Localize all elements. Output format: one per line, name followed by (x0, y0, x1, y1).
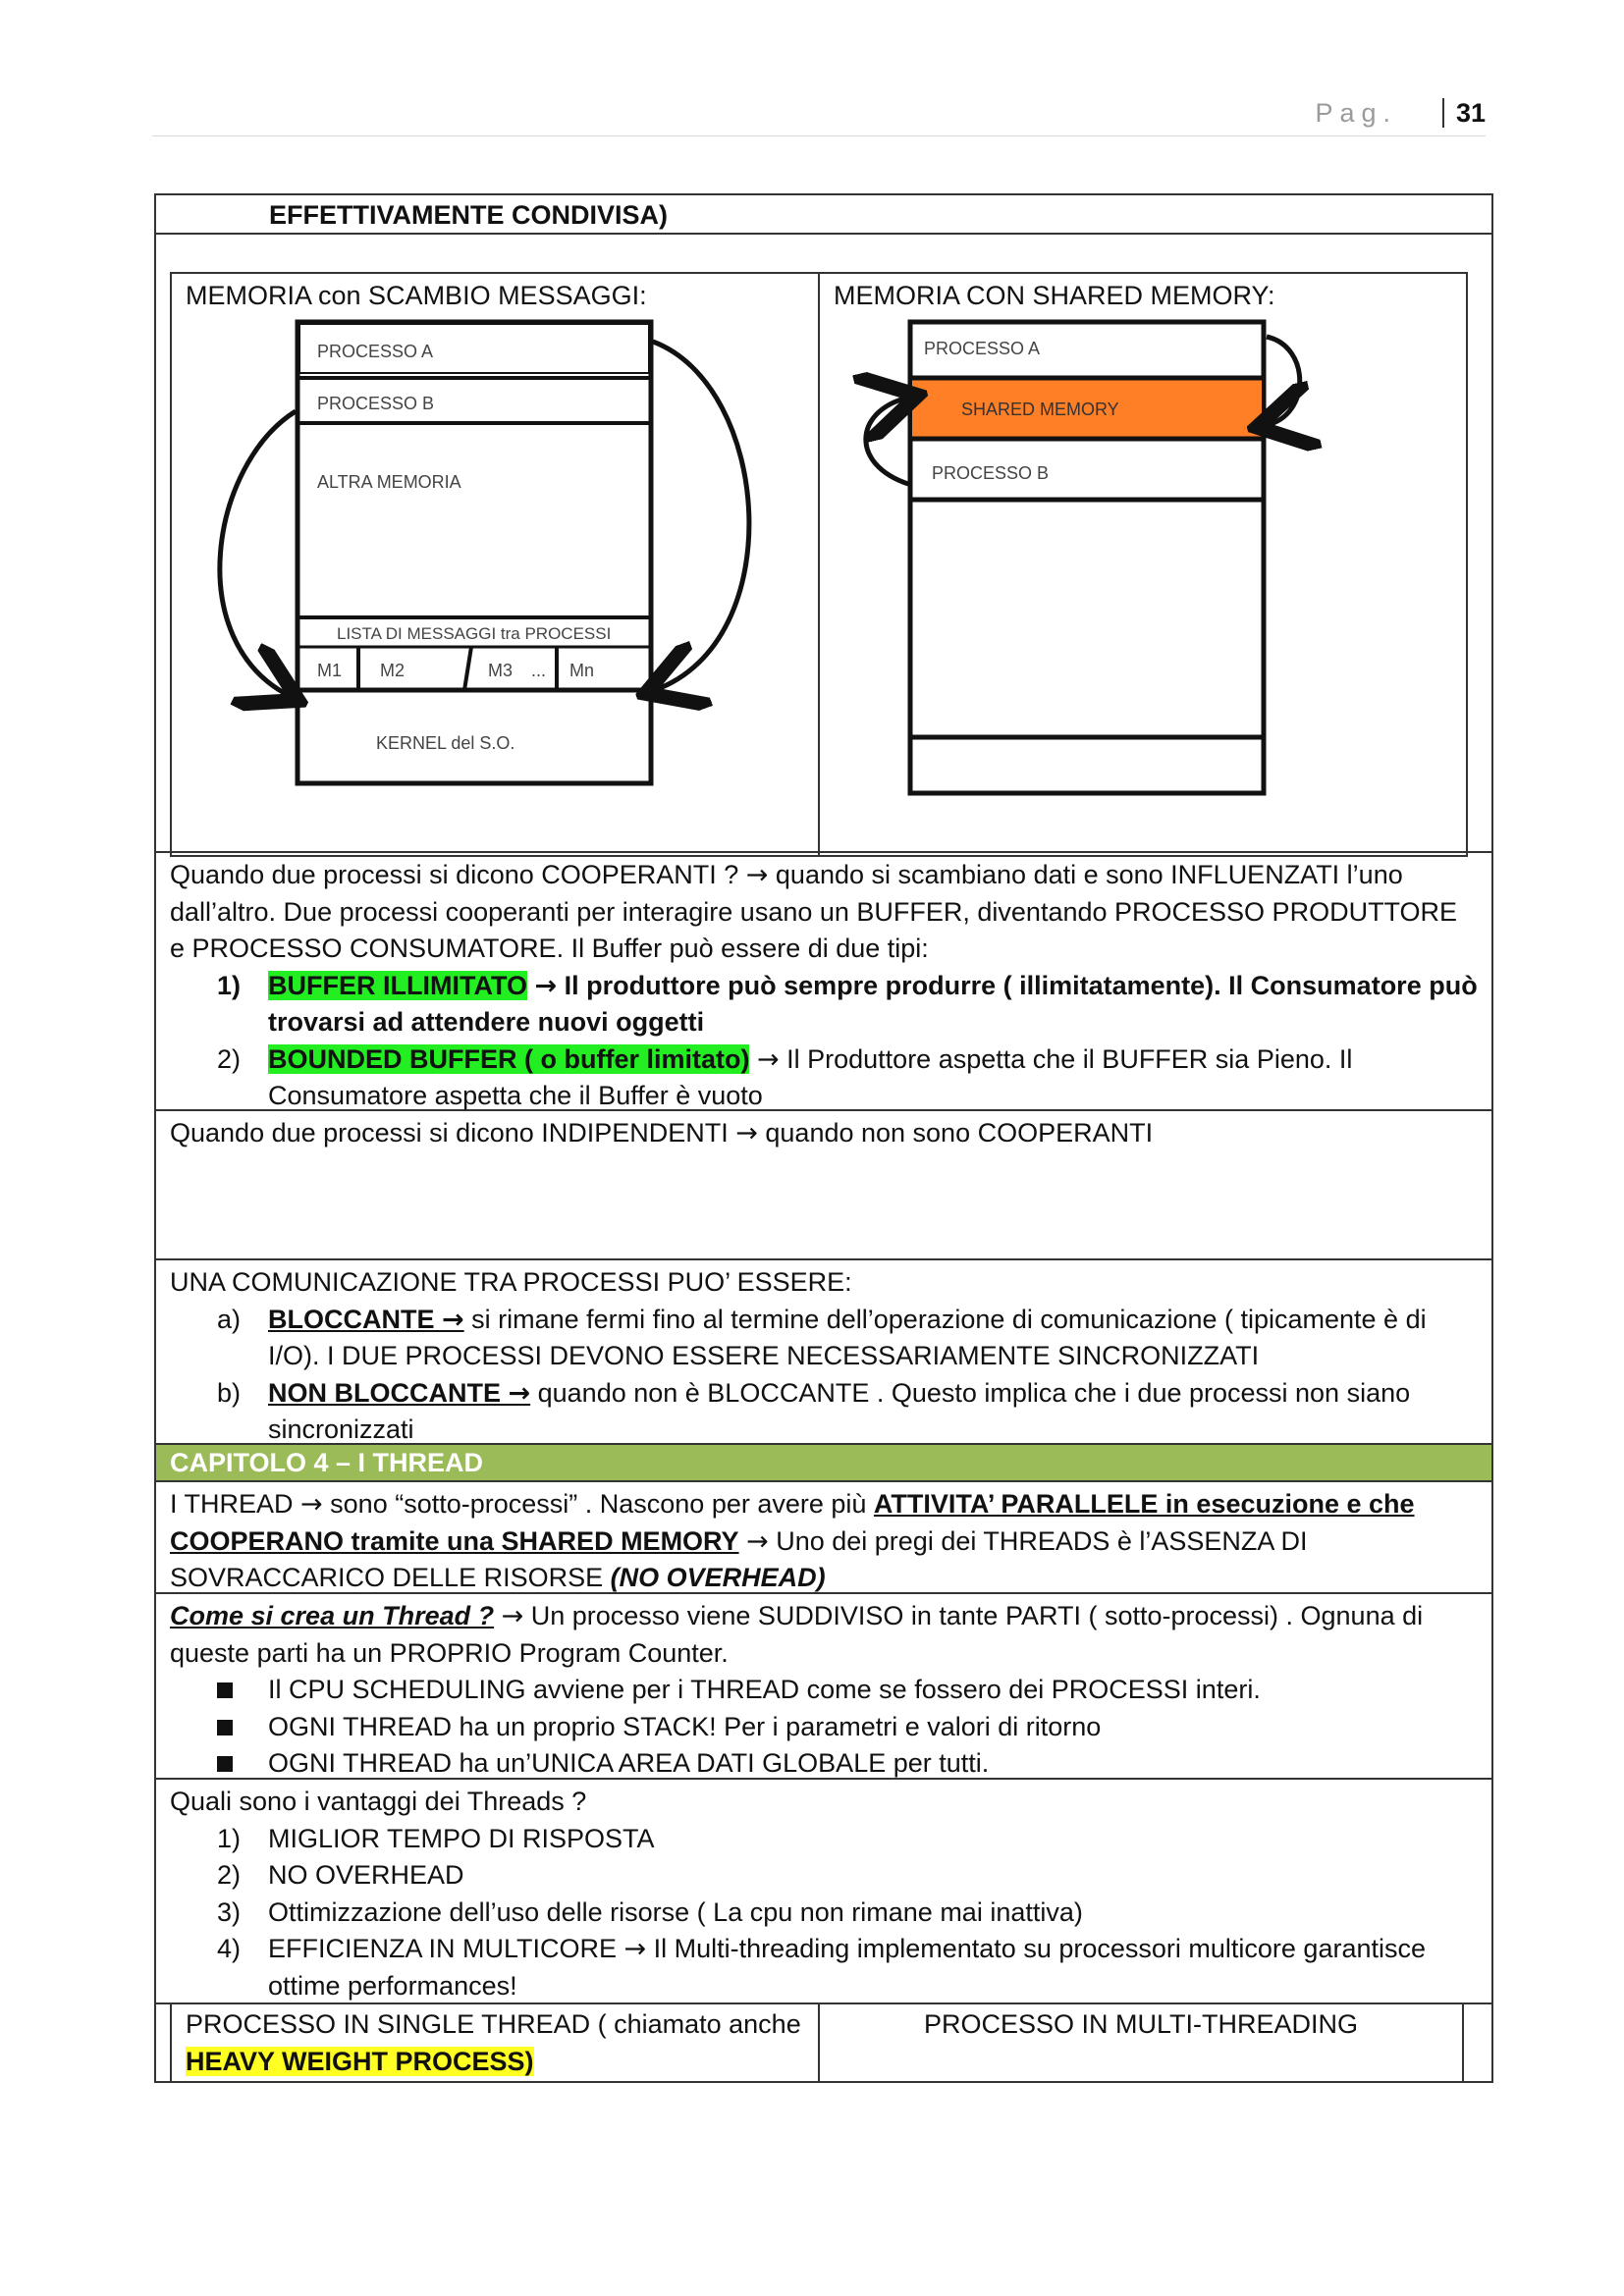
label-processo-b: PROCESSO B (317, 394, 435, 413)
label-m2: M2 (380, 661, 406, 680)
bloccante-desc: si rimane fermi fino al termine dell’operazione di comunicazione ( tipicamente è di I/O). I DUE PROCESSI DEVONO ESSERE NECESSARIAMENTE SINCRONIZZATI (268, 1304, 1427, 1370)
vantaggi-item (170, 1931, 1478, 2004)
document-table (154, 193, 1493, 2083)
label-altra-memoria: ALTRA MEMORIA (317, 472, 461, 492)
indipendenti-row (156, 1111, 1491, 1260)
vantaggi-question: Quali sono i vantaggi dei Threads ? (170, 1787, 587, 1816)
page-label: Pag. (1315, 98, 1397, 128)
arrow-icon: → (735, 1118, 758, 1148)
arrow-a-to-shared (1267, 337, 1300, 425)
coop-q: Quando due processi si dicono COOPERANTI ? (170, 860, 746, 889)
label-lista: LISTA DI MESSAGGI tra PROCESSI (337, 624, 612, 643)
indip-a: quando non sono COOPERANTI (757, 1118, 1154, 1148)
label-m3: M3 (488, 661, 514, 680)
bullet-item (170, 1709, 1478, 1746)
cooperanti-row (156, 853, 1491, 1111)
single-thread-cell (172, 2004, 820, 2081)
list-marker: 4) (217, 1934, 242, 1963)
bullet-text: OGNI THREAD ha un proprio STACK! Per i parametri e valori di ritorno (268, 1711, 1102, 1741)
crea-text (170, 1598, 1478, 1672)
chapter-title: CAPITOLO 4 – I THREAD (170, 1448, 484, 1477)
label-shared-memory: SHARED MEMORY (961, 400, 1119, 419)
vantaggi-text: Ottimizzazione dell’uso delle risorse ( La cpu non rimane mai inattiva) (268, 1896, 1083, 1927)
vantaggi-i4-a: EFFICIENZA IN MULTICORE (268, 1934, 624, 1963)
vantaggi-i4-b: Il Multi-threading implementato su processori multicore garantisce ottime performances! (268, 1934, 1426, 2001)
arrow-icon: → (442, 1304, 464, 1335)
vantaggi-row (156, 1780, 1491, 2004)
bloccante-text: BLOCCANTE (268, 1304, 442, 1334)
label-dots: ... (531, 661, 547, 680)
vantaggi-text: NO OVERHEAD (268, 1860, 464, 1890)
bullet-item (170, 1745, 1478, 1783)
multi-threading-cell (820, 2004, 1462, 2081)
list-item-buffer-illimitato (170, 968, 1478, 1041)
buffer-illimitato-highlight: BUFFER ILLIMITATO (268, 970, 527, 1000)
square-bullet-icon (217, 1720, 233, 1735)
thread-t5: (NO OVERHEAD) (610, 1563, 826, 1592)
non-bloccante-desc: quando non è BLOCCANTE . Questo implica che i due processi non siano sincronizzati (268, 1377, 1411, 1444)
non-bloccante-text: NON BLOCCANTE (268, 1377, 509, 1408)
list-marker: 2) (217, 1043, 242, 1074)
label-processo-a: PROCESSO A (317, 342, 434, 361)
message-passing-diagram (172, 317, 816, 852)
arrow-left-curve (220, 411, 296, 696)
label-m1: M1 (317, 661, 343, 680)
arrow-icon: → (534, 970, 558, 1001)
arrow-icon: → (745, 860, 769, 890)
square-bullet-icon (217, 1682, 233, 1698)
indip-q: Quando due processi si dicono INDIPENDENTI (170, 1118, 736, 1148)
arrow-icon: → (300, 1489, 323, 1520)
list-marker: a) (217, 1304, 242, 1334)
list-marker: 1) (217, 970, 242, 1000)
diagram-right-title: MEMORIA CON SHARED MEMORY: (834, 281, 1275, 310)
bounded-buffer-highlight: BOUNDED BUFFER ( o buffer limitato) (268, 1043, 750, 1074)
diagram-right (820, 274, 1466, 855)
single-thread-text: PROCESSO IN SINGLE THREAD ( chiamato anche (186, 2009, 801, 2039)
bottom-inner-table (170, 2004, 1464, 2081)
heavy-weight-highlight: HEAVY WEIGHT PROCESS) (186, 2046, 534, 2076)
chapter-heading (156, 1445, 1491, 1482)
arrow-icon: → (508, 1377, 531, 1409)
bullet-item (170, 1672, 1478, 1709)
crea-question: Come si crea un Thread ? (170, 1601, 495, 1630)
comm-intro: UNA COMUNICAZIONE TRA PROCESSI PUO’ ESSERE: (170, 1267, 852, 1297)
vantaggi-item (170, 1895, 1478, 1932)
vantaggi-item (170, 1857, 1478, 1895)
list-item-bounded-buffer (170, 1041, 1478, 1115)
list-marker: 1) (217, 1823, 242, 1853)
list-item-non-bloccante (170, 1375, 1478, 1449)
label-shared-processo-a: PROCESSO A (924, 339, 1041, 358)
list-marker: 3) (217, 1896, 242, 1927)
row-title-text: EFFETTIVAMENTE CONDIVISA) (269, 200, 669, 230)
list-item-bloccante (170, 1302, 1478, 1375)
crea-desc: Un processo viene SUDDIVISO in tante PARTI ( sotto-processi) . Ognuna di queste parti ha un PROPRIO Program Counter. (170, 1601, 1424, 1668)
buffer-illimitato-text: Il produttore può sempre produrre ( illimitatamente). Il Consumatore può trovarsi ad attendere nuovi oggetti (268, 970, 1478, 1037)
label-mn: Mn (569, 661, 595, 680)
multi-threading-text: PROCESSO IN MULTI-THREADING (923, 2009, 1359, 2039)
row-title (156, 195, 1491, 235)
cooperanti-text (170, 857, 1478, 968)
diagram-row (156, 235, 1491, 853)
diagram-table (170, 272, 1468, 857)
diagram-left (172, 274, 820, 855)
vantaggi-text: MIGLIOR TEMPO DI RISPOSTA (268, 1823, 655, 1853)
non-bloccante-label (268, 1378, 530, 1408)
square-bullet-icon (217, 1756, 233, 1772)
thread-row (156, 1482, 1491, 1594)
page-header (152, 96, 1486, 136)
shared-memory-diagram (820, 317, 1464, 852)
diagram-left-title: MEMORIA con SCAMBIO MESSAGGI: (186, 281, 647, 310)
crea-thread-row (156, 1594, 1491, 1780)
page-number: 31 (1442, 98, 1486, 128)
thread-t4: Uno dei pregi dei THREADS è l’ASSENZA DI SOVRACCARICO DELLE RISORSE (170, 1525, 1308, 1592)
bloccante-label (268, 1305, 464, 1334)
thread-t3: ATTIVITA’ PARALLELE in esecuzione e che COOPERANO tramite una SHARED MEMORY (170, 1489, 1415, 1556)
arrow-icon: → (757, 1043, 780, 1075)
arrow-b-to-shared (866, 398, 908, 484)
bounded-buffer-text: Il Produttore aspetta che il BUFFER sia Pieno. Il Consumatore aspetta che il Buffer è vuoto (268, 1043, 1353, 1110)
comunicazione-row (156, 1260, 1491, 1445)
bottom-row (156, 2004, 1491, 2081)
list-marker: 2) (217, 1860, 242, 1890)
coop-a: quando si scambiano dati e sono INFLUENZATI l’uno dall’altro. Due processi cooperanti per interagire usano un BUFFER, diventando PROCESSO PRODUTTORE e PROCESSO CONSUMATORE. Il Buffer può essere di due tipi: (170, 860, 1458, 963)
bullet-text: Il CPU SCHEDULING avviene per i THREAD come se fossero dei PROCESSI interi. (268, 1675, 1261, 1704)
arrow-icon: → (746, 1525, 769, 1557)
memory-box (298, 322, 651, 783)
vantaggi-item (170, 1821, 1478, 1858)
arrow-right-curve (653, 342, 749, 690)
label-kernel: KERNEL del S.O. (376, 733, 515, 753)
list-marker: b) (217, 1377, 242, 1408)
arrow-icon: → (501, 1601, 524, 1631)
label-shared-processo-b: PROCESSO B (932, 463, 1050, 483)
arrow-icon: → (623, 1934, 647, 1964)
bullet-text: OGNI THREAD ha un’UNICA AREA DATI GLOBALE per tutti. (268, 1748, 990, 1778)
thread-t1: I THREAD (170, 1489, 301, 1519)
thread-t2: sono “sotto-processi” . Nascono per avere più (322, 1489, 874, 1519)
